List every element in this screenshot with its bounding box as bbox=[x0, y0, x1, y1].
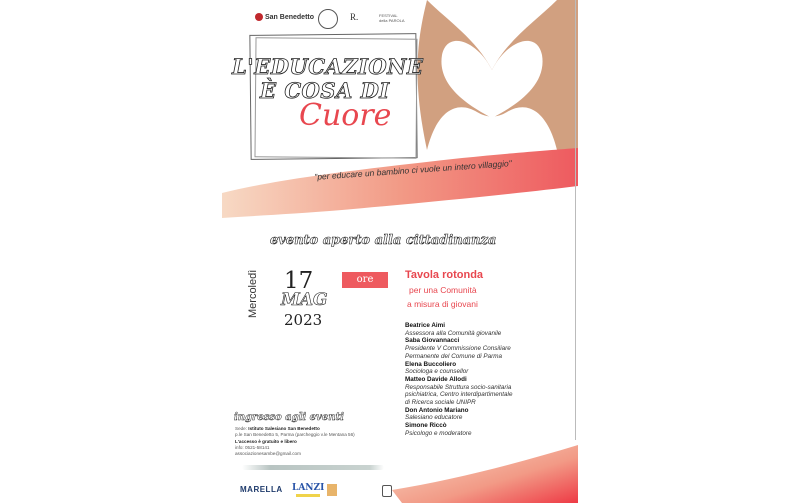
speaker-name: Don Antonio Mariano bbox=[405, 406, 469, 414]
access-note: L'accesso è gratuito e libero bbox=[235, 438, 297, 444]
date-weekday: Mercoledì bbox=[247, 269, 259, 318]
email[interactable]: associazionesambe@gmail.com bbox=[235, 451, 301, 457]
speaker-role: psichiatrica, Centro interdipartimentale bbox=[405, 391, 513, 399]
speaker-list bbox=[405, 322, 512, 438]
speaker-role: Assessora alla Comunità giovanile bbox=[405, 329, 502, 337]
partner-logo-circle bbox=[318, 9, 338, 29]
session-subtitle: per una Comunità bbox=[409, 285, 477, 295]
speaker-role: Sociologa e counsellor bbox=[405, 368, 469, 376]
quote-text: "per educare un bambino ci vuole un intero villaggio" bbox=[313, 158, 512, 182]
brush-stroke bbox=[222, 148, 578, 218]
heart-hands-image bbox=[407, 0, 578, 150]
time-badge: ore 17.30 bbox=[342, 272, 388, 288]
speaker-name: Simone Riccò bbox=[405, 422, 447, 430]
speaker-name: Matteo Davide Allodi bbox=[405, 375, 467, 383]
logo-text: San Benedetto bbox=[265, 13, 315, 21]
venue-label: Sede: bbox=[235, 426, 248, 431]
speaker-role: di Ricerca sociale UNIPR bbox=[405, 399, 476, 407]
poster-edge bbox=[575, 0, 576, 440]
speaker-role: Permanente del Comune di Parma bbox=[405, 352, 502, 360]
venue-address: p.le San Benedetto 5, Parma (parcheggio v.le Mentana 56) bbox=[235, 432, 355, 438]
comune-crest-icon bbox=[382, 485, 392, 497]
speaker-name: Saba Giovannacci bbox=[405, 337, 460, 345]
title-line-1: L'EDUCAZIONE bbox=[232, 54, 424, 79]
event-poster bbox=[222, 0, 578, 503]
speaker-role: Presidente V Commissione Consiliare bbox=[405, 345, 511, 353]
session-subtitle: a misura di giovani bbox=[407, 299, 478, 309]
san-benedetto-logo bbox=[255, 13, 314, 21]
logo-mark-icon bbox=[255, 13, 263, 21]
venue-name: Istituto Salesiano San Benedetto bbox=[248, 426, 320, 431]
partner-logo-r: R. bbox=[350, 12, 359, 22]
speaker-role: Responsabile Struttura socio-sanitaria bbox=[405, 383, 512, 391]
speaker-role: Psicologo e moderatore bbox=[405, 429, 472, 437]
title-line-2: È COSA DI bbox=[260, 78, 390, 103]
speaker-role: Salesiano educatore bbox=[405, 414, 463, 422]
speaker-name: Beatrice Aimi bbox=[405, 322, 446, 329]
sponsor-foundation-logo bbox=[327, 484, 337, 496]
title-cuore: Cuore bbox=[299, 98, 392, 133]
date-month: MAG bbox=[281, 290, 328, 310]
sponsor-lanzi-bar bbox=[296, 494, 320, 497]
phone: info: 0521-58141 bbox=[235, 444, 270, 450]
event-tagline: evento aperto alla cittadinanza bbox=[270, 233, 497, 248]
speaker-name: Elena Buccoliero bbox=[405, 360, 457, 368]
festival-logo: FESTIVAL della PAROLA bbox=[379, 13, 405, 23]
sponsor-lanzi: LANZI bbox=[292, 483, 325, 493]
date-day: 17 bbox=[284, 268, 314, 294]
sponsor-marella: MARELLA bbox=[240, 485, 283, 494]
footer-info bbox=[235, 426, 355, 457]
date-year: 2023 bbox=[284, 311, 323, 329]
brush-stroke-bottom bbox=[392, 440, 578, 503]
session-title: Tavola rotonda bbox=[405, 269, 484, 281]
decorative-bar bbox=[242, 465, 384, 470]
footer-heading: ingresso agli eventi bbox=[234, 412, 344, 423]
